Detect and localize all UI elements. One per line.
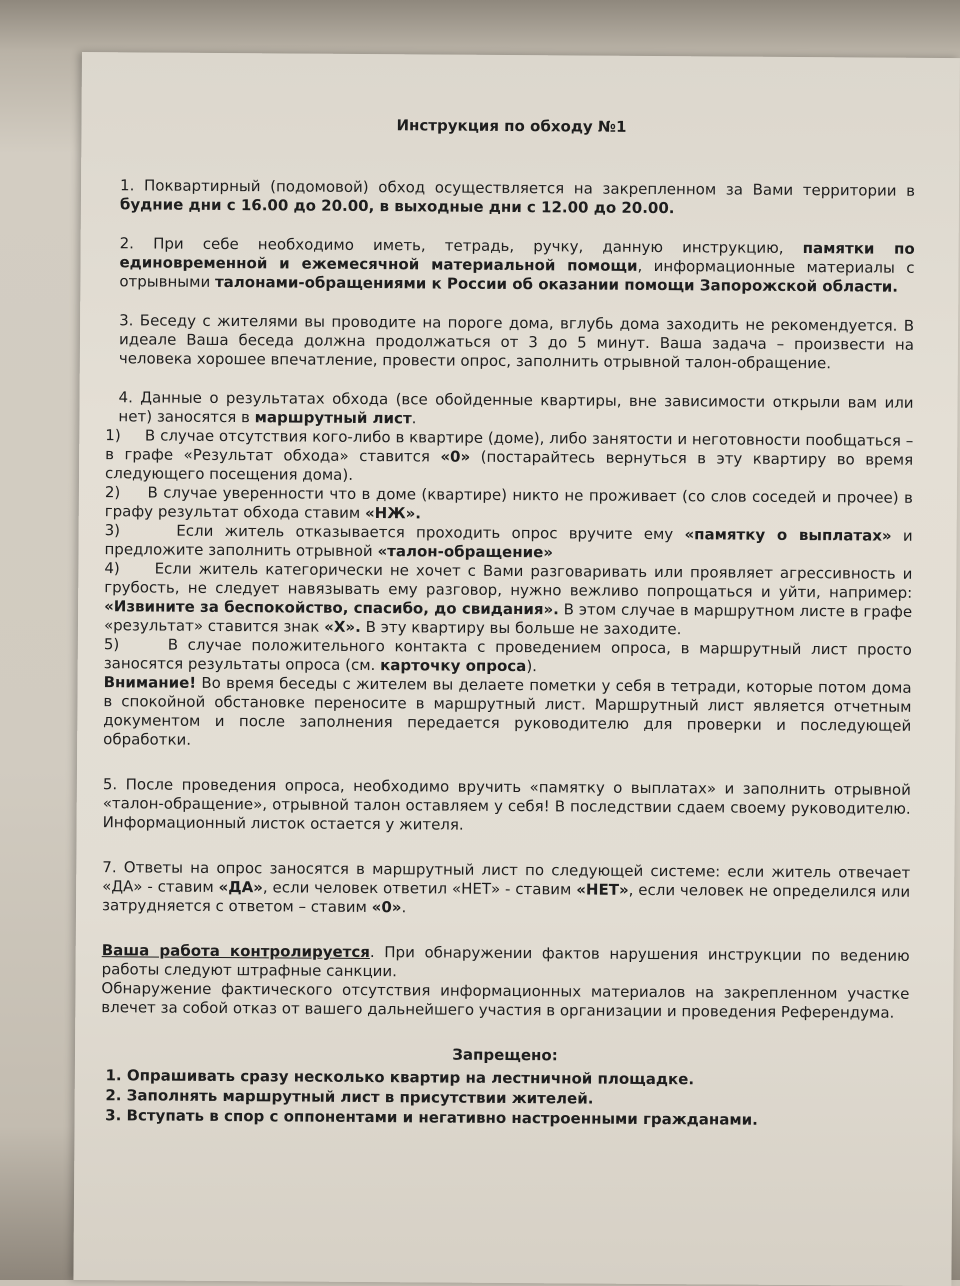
paragraph-4-text-1: Данные о результатах обхода (все обойденные квартиры, вне зависимости открыли вам или нет) заносятся в bbox=[118, 388, 914, 427]
list-item-3-number: 3) bbox=[104, 521, 121, 540]
list-item-3-text-1: Если житель отказывается проходить опрос вручите ему bbox=[176, 521, 674, 544]
list-item-2 bbox=[105, 483, 913, 527]
paragraph-1-text: Поквартирный (подомовой) обход осуществляется на закрепленном за Вами территории в bbox=[143, 176, 916, 200]
paragraph-7-text-4: . bbox=[401, 898, 407, 917]
paragraph-2-text-1: При себе необходимо иметь, тетрадь, ручку, данную инструкцию, bbox=[153, 234, 784, 257]
control-paragraph-1 bbox=[102, 941, 910, 985]
list-item-4-text-3: В эту квартиру вы больше не заходите. bbox=[365, 617, 682, 639]
list-item-5-text-1: В случае положительного контакта с проведением опроса, в маршрутный лист просто заносятся результаты опроса (см. bbox=[103, 635, 912, 675]
document-title: Инструкция по обходу №1 bbox=[396, 116, 627, 136]
paragraph-5 bbox=[103, 775, 911, 838]
paragraph-2-bold-1: памятки по единовременной и ежемесячной материальной помощи bbox=[119, 239, 915, 275]
paragraph-1-number: 1. bbox=[120, 176, 135, 195]
paragraph-7 bbox=[102, 858, 910, 921]
control-paragraph-2 bbox=[101, 979, 909, 1023]
paragraph-1-bold: будние дни с 16.00 до 20.00, в выходные дни с 12.00 до 20.00. bbox=[119, 195, 675, 218]
paragraph-5-number: 5. bbox=[102, 775, 118, 794]
list-item-4-text-2: В этом случае в маршрутном листе в графе «результат» ставится знак bbox=[103, 600, 913, 636]
attention-note bbox=[103, 673, 912, 755]
paragraph-2-number: 2. bbox=[119, 234, 135, 253]
list-item-2-text-1: В случае уверенности что в доме (квартире) никто не проживает (со слов соседей и прочее) в графу результат обхода ставим bbox=[104, 483, 913, 522]
list-item-3-bold-1: «памятку о выплатах» bbox=[684, 525, 892, 545]
list-item-3-bold-2: «талон-обращение» bbox=[377, 542, 554, 562]
list-item-3 bbox=[104, 521, 912, 565]
document-page bbox=[73, 52, 960, 1286]
list-item-5-bold-1: карточку опроса bbox=[380, 656, 527, 676]
list-item-4-number: 4) bbox=[104, 559, 120, 578]
list-item-4-bold-1: «Извините за беспокойство, спасибо, до свидания». bbox=[104, 597, 559, 619]
paragraph-7-text-1: Ответы на опрос заносятся в маршрутный лист по следующей системе: если житель отвечает «ДА» - ставим bbox=[102, 858, 911, 896]
list-item-5 bbox=[104, 635, 912, 679]
list-item-1-text-1: В случае отсутствия кого-либо в квартире (доме), либо занятости и неготовности пообщаться – в графе «Результат обхода» ставится bbox=[105, 426, 914, 466]
paragraph-3 bbox=[106, 311, 914, 374]
paragraph-4-text-2: . bbox=[411, 409, 417, 428]
list-item-4-bold-2: «Х». bbox=[324, 617, 361, 636]
paragraph-1 bbox=[107, 176, 915, 220]
list-item-5-text-2: ). bbox=[526, 657, 538, 676]
forbidden-item-2: 2. Заполнять маршрутный лист в присутствии жителей. bbox=[127, 1085, 909, 1110]
forbidden-title: Запрещено: bbox=[452, 1045, 558, 1065]
paragraph-7-text-3: , если человек не определился или затрудняется с ответом – ставим bbox=[101, 880, 911, 917]
list-item-5-number: 5) bbox=[103, 635, 120, 654]
control-text-1: . При обнаружении фактов нарушения инструкции по ведению работы следуют штрафные санкции. bbox=[101, 943, 910, 981]
list-item-1-text-2: (постарайтесь вернуться в эту квартиру во время следующего посещения дома). bbox=[104, 447, 914, 484]
list-item-4 bbox=[104, 559, 913, 641]
control-heading: Ваша работа контролируется bbox=[101, 941, 370, 962]
list-item-2-number: 2) bbox=[104, 483, 121, 502]
paragraph-7-number: 7. bbox=[102, 858, 117, 877]
forbidden-list bbox=[101, 1065, 909, 1131]
attention-text: Во время беседы с жителем вы делаете пометки у себя в тетради, которые потом дома в спокойной обстановке переносите в маршрутный лист. Маршрутный лист является отчетным документом и после заполнения передается руководителю для проверки и последующей обработки. bbox=[103, 673, 912, 749]
paragraph-4 bbox=[103, 388, 914, 755]
forbidden-item-1: 1. Опрашивать сразу несколько квартир на лестничной площадке. bbox=[127, 1065, 909, 1090]
attention-label: Внимание! bbox=[103, 673, 197, 692]
list-item-1 bbox=[105, 426, 913, 489]
list-item-1-bold-1: «0» bbox=[440, 447, 471, 466]
paragraph-7-text-2: , если человек ответил «НЕТ» - ставим bbox=[262, 878, 572, 899]
paragraph-2 bbox=[106, 234, 914, 297]
document-content bbox=[101, 114, 916, 1131]
list-item-3-text-2: и предложите заполнить отрывной bbox=[104, 526, 913, 561]
paragraph-2-text-2: , информационные материалы с отрывными bbox=[119, 256, 915, 291]
list-item-4-text-1: Если житель категорически не хочет с Вами разговаривать или проявляет агрессивность и грубость, не следует навязывать ему разговор, нужно вежливо попрощаться и уйти, например: bbox=[104, 559, 913, 602]
paragraph-4-number: 4. bbox=[118, 388, 133, 407]
forbidden-item-3: 3. Вступать в спор с оппонентами и негативно настроенными гражданами. bbox=[127, 1105, 909, 1130]
paragraph-3-number: 3. bbox=[119, 311, 134, 330]
paragraph-3-text: Беседу с жителями вы проводите на пороге дома, вглубь дома заходить не рекомендуется. В идеале Ваша беседа должна продолжаться от 3 до 5 минут. Ваша задача – произвести на человека хорошее впечатление, провести опрос, заполнить отрывной талон-обращение. bbox=[118, 311, 915, 373]
paragraph-7-bold-1: «ДА» bbox=[218, 877, 263, 897]
control-section bbox=[101, 941, 910, 1023]
paragraph-5-text: После проведения опроса, необходимо вручить «памятку о выплатах» и заполнить отрывной «талон-обращение», отрывной талон оставляем у себя! В последствии сдаем своему руководителю. Информационный листок остается у жителя. bbox=[102, 775, 911, 834]
paragraph-4-intro bbox=[105, 388, 913, 432]
paragraph-4-bold-1: маршрутный лист bbox=[254, 408, 412, 428]
list-item-2-bold-1: «НЖ». bbox=[364, 503, 422, 523]
list-item-1-number: 1) bbox=[105, 426, 121, 445]
paragraph-7-bold-2: «НЕТ» bbox=[576, 880, 629, 899]
paragraph-2-bold-2: талонами-обращениями к России об оказании помощи Запорожской области. bbox=[214, 272, 899, 296]
control-text-2: Обнаружение фактического отсутствия информационных материалов на закрепленном участке влечет за собой отказ от вашего дальнейшего участия в организации и проведения Референдума. bbox=[101, 979, 910, 1022]
paragraph-7-bold-3: «0» bbox=[371, 898, 402, 917]
